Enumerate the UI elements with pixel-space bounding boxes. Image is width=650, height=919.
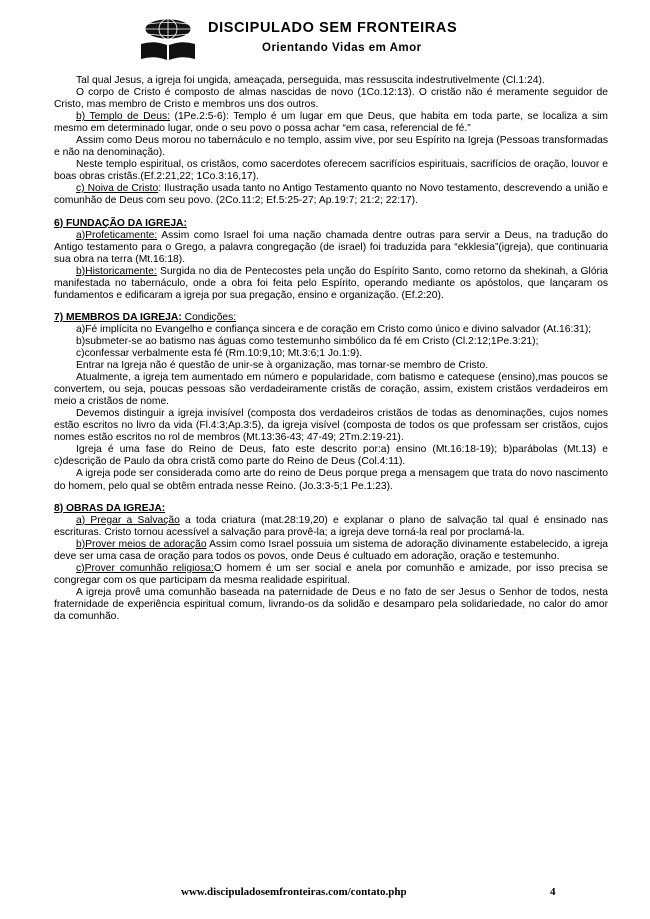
paragraph-text: O homem é um ser social e anela por comunhão e amizade, por isso precisa se congregar com os que participam da mesma realidade espiritual.: [54, 562, 609, 586]
paragraph: [54, 539, 608, 563]
paragraph: [54, 183, 608, 207]
paragraph: Tal qual Jesus, a igreja foi ungida, ameaçada, perseguida, mas ressuscita indestrutivelmente (Cl.1:24).: [76, 75, 545, 86]
section-heading-text: 7) MEMBROS DA IGREJA:: [54, 311, 182, 323]
section-heading-6: 6) FUNDAÇÃO DA IGREJA:: [54, 217, 187, 229]
paragraph: [54, 515, 608, 539]
subheading-label: a)Profeticamente:: [76, 229, 158, 241]
paragraph: O corpo de Cristo é composto de almas nascidas de novo (1Co.12:13). O cristão não é meramente seguidor de Cristo, mas membro de Cristo e membros uns dos outros.: [54, 87, 608, 111]
paragraph: c)confessar verbalmente esta fé (Rm.10:9,10; Mt.3:6;1 Jo.1:9).: [76, 347, 363, 359]
paragraph: Igreja é uma fase do Reino de Deus, fato este descrito por:a) ensino (Mt.16:18-19); b)parábolas (Mt.13) e c)descrição de Paulo da obra cristã como parte do Reino de Deus (Col.4:11).: [54, 444, 608, 468]
subheading-label: c)Prover comunhão religiosa:: [76, 562, 214, 574]
paragraph: b)submeter-se ao batismo nas águas como testemunho simbólico da fé em Cristo (Cl.2:12;1Pe.3:21);: [76, 335, 539, 347]
paragraph-text: Surgida no dia de Pentecostes pela unção do Espírito Santo, como retorno da shekinah, a Glória manifestada no tabernáculo, onde a obra foi feita pelo Espírito, operando mediante os apóstolos, que lançaram os fundamentos e edificaram a igreja por sua pregação, ensino e organização. (Ef.2:20).: [54, 265, 608, 301]
subheading-label: a) Pregar a Salvação: [76, 514, 180, 526]
page-number: 4: [550, 886, 556, 898]
paragraph: Assim como Deus morou no tabernáculo e no templo, assim vive, por seu Espírito na Igreja (Pessoas transformadas e não na denominação).: [54, 135, 608, 159]
paragraph: [54, 266, 608, 302]
paragraph: [54, 563, 608, 587]
subheading-label: b)Prover meios de adoração: [76, 538, 207, 550]
subheading-label: c) Noiva de Cristo: [76, 183, 159, 195]
paragraph: Neste templo espiritual, os cristãos, como sacerdotes oferecem sacrifícios espirituais, sacrifícios de oração, louvor e boas obras cristãs.(Ef.2:21,22; 1Co.3:16,17).: [54, 159, 608, 183]
paragraph-text: Assim como Israel possuia um sistema de adoração divinamente estabelecido, a igreja deve ser uma casa de oração para todos os povos, onde Deus é cultuado em adoração, oração e testemunho.: [54, 538, 608, 562]
section-heading-suffix: Condições:: [181, 311, 237, 323]
globe-book-logo-icon: [138, 18, 198, 62]
document-body: [54, 75, 608, 623]
paragraph-text: Assim como Israel foi uma nação chamada dentre outras para servir a Deus, na tradução do Antigo testamento para o Grego, a palavra congregação (de israel) foi traduzida para “ekklesia”(igreja), que continuaria sua obra na terra (Mt.16:18).: [54, 229, 608, 265]
subheading-label: b) Templo de Deus:: [76, 111, 171, 123]
paragraph-text: : Ilustração usada tanto no Antigo Testamento quanto no Novo testamento, descrevendo a união e comunhão de Deus com seu povo. (2Co.11:2; Ef.5:25-27; Ap.19:7; 21:2; 22:17).: [54, 183, 609, 207]
paragraph: Entrar na Igreja não é questão de unir-se à organização, mas tornar-se membro de Cristo.: [76, 360, 489, 372]
subheading-label: b)Historicamente:: [76, 265, 157, 277]
page-header: [0, 12, 650, 62]
paragraph: [54, 111, 608, 135]
brand-slogan: Orientando Vidas em Amor: [262, 42, 422, 54]
paragraph: A igreja pode ser considerada como arte do reino de Deus porque prega a mensagem que trata do novo nascimento do homem, pelo qual se obtêm entrada nesse Reino. (Jo.3:3-5;1 Pe.1:23).: [54, 468, 608, 492]
paragraph-text: a toda criatura (mat.28:19,20) e explanar o plano de salvação tal qual é ensinado nas escrituras. Cristo tornou acessível a salvação para provê-la; a igreja deve torná-la real por proclamá-la.: [54, 514, 608, 538]
paragraph: a)Fé implícita no Evangelho e confiança sincera e de coração em Cristo como único e divino salvador (At.16:31);: [76, 323, 592, 335]
paragraph: Atualmente, a igreja tem aumentado em número e popularidade, com batismo e catequese (ensino),mas poucos se convertem, ou seja, poucas pessoas são verdadeiramente cristãs de coração, assim, existem cristãos verdadeiros em meio a cristãos de nome.: [54, 372, 608, 408]
brand-title: DISCIPULADO SEM FRONTEIRAS: [208, 20, 458, 36]
paragraph: A igreja provê uma comunhão baseada na paternidade de Deus e no fato de ser Jesus o Senhor de todos, nesta fraternidade de experiência espiritual comum, livrando-os da solidão e desamparo pela solidariedade, no calor do amor da comunhão.: [54, 586, 608, 622]
section-heading-7: [54, 312, 608, 324]
section-heading-8: 8) OBRAS DA IGREJA:: [54, 502, 166, 514]
paragraph: [54, 230, 608, 266]
footer-url: www.discipuladosemfronteiras.com/contato.php: [181, 886, 407, 898]
paragraph: Devemos distinguir a igreja invisível (composta dos verdadeiros cristãos de todas as denominações, cujos nomes estão escritos no livro da vida (Fl.4:3;Ap.3:5), da igreja visível (composta de todos os que professam ser cristãos, cujos nomes estão escritos no rol de membros (Mt.13:36-43; 47-49; 2Tm.2:19-21).: [54, 408, 608, 444]
paragraph-text: (1Pe.2:5-6): Templo é um lugar em que Deus, que habita em toda parte, se localiza a sim mesmo em determinado lugar, onde o seu povo o possa achar “em casa, referencial de fé.”: [54, 111, 608, 135]
